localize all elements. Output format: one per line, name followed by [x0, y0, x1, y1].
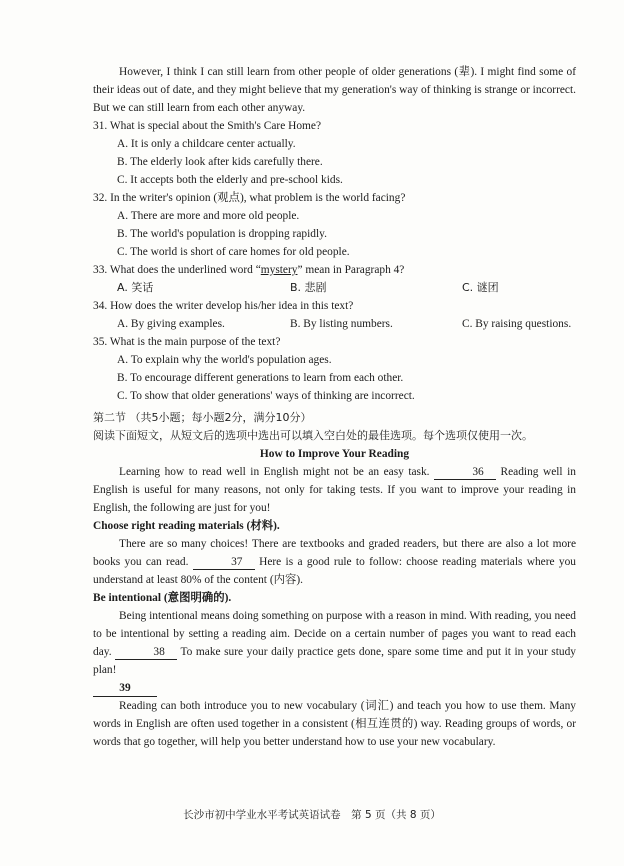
heading-blank-39-row	[93, 679, 576, 697]
section-header: 第二节 （共5小题；每小题2分，满分10分）	[93, 411, 312, 424]
option-32b: B. The world's population is dropping rapidly.	[117, 228, 327, 240]
blank-38: 38	[115, 645, 177, 660]
passage-title: How to Improve Your Reading	[259, 448, 410, 460]
paragraph-2-text-a: There are so many choices! There are textbooks and graded readers, but there are also a lot more books you can read.	[93, 538, 576, 568]
question-35: 35. What is the main purpose of the text?	[93, 336, 281, 348]
paragraph-1-text-a: Learning how to read well in English might not be an easy task.	[119, 466, 430, 478]
option-33a: A. 笑话	[117, 281, 154, 294]
question-33: 33. What does the underlined word “mystery” mean in Paragraph 4?	[93, 264, 405, 276]
passage-paragraph-4: Reading can both introduce you to new vocabulary (词汇) and teach you how to use them. Many words in English are often used together in a consistent (相互连贯的) way. Reading groups of words, or words that go together, will help you better understand how to use your new vocabulary.	[93, 700, 576, 748]
paragraph-3-text-a: Being intentional means doing something on purpose with a reason in mind. With reading, you need to be intentional by setting a reading aim. Decide on a certain number of pages you want to read each day.	[93, 610, 576, 658]
paragraph-2-text-b: Here is a good rule to follow: choose reading materials where you understand at least 80% of the content (内容).	[93, 556, 576, 586]
question-31: 31. What is special about the Smith's Care Home?	[93, 120, 322, 132]
paragraph-1-text-b: Reading well in English is useful for many reasons, not only for taking tests. If you want to improve your reading in English, the following are just for you!	[93, 466, 576, 514]
subheading-materials: Choose right reading materials (材料).	[93, 520, 280, 532]
option-35b: B. To encourage different generations to learn from each other.	[117, 372, 404, 384]
option-34a: A. By giving examples.	[117, 318, 225, 330]
question-34: 34. How does the writer develop his/her idea in this text?	[93, 300, 354, 312]
section-instruction: 阅读下面短文，从短文后的选项中选出可以填入空白处的最佳选项。每个选项仅使用一次。	[93, 429, 533, 442]
blank-37: 37	[193, 555, 255, 570]
blank-39: 39	[93, 681, 157, 697]
option-33c: C. 谜团	[462, 281, 499, 294]
option-34c: C. By raising questions.	[462, 318, 572, 330]
underlined-word: mystery	[260, 264, 298, 276]
page-content	[93, 63, 576, 751]
option-33b: B. 悲剧	[290, 281, 327, 294]
subheading-intentional: Be intentional (意图明确的).	[93, 592, 232, 604]
options-34	[93, 315, 576, 333]
options-33	[93, 279, 576, 297]
option-35a: A. To explain why the world's population ages.	[117, 354, 332, 366]
option-31a: A. It is only a childcare center actually.	[117, 138, 296, 150]
paragraph-3-text-b: To make sure your daily practice gets done, spare some time and put it in your study plan!	[93, 646, 576, 676]
option-32a: A. There are more and more old people.	[117, 210, 300, 222]
page-footer: 长沙市初中学业水平考试英语试卷 第 5 页（共 8 页）	[183, 809, 441, 821]
question-32: 32. In the writer's opinion (观点), what problem is the world facing?	[93, 192, 406, 204]
option-31c: C. It accepts both the elderly and pre-school kids.	[117, 174, 343, 186]
passage-paragraph-3	[93, 607, 576, 679]
blank-36: 36	[434, 465, 496, 480]
passage-paragraph-1	[93, 463, 576, 517]
option-32c: C. The world is short of care homes for old people.	[117, 246, 350, 258]
option-34b: B. By listing numbers.	[290, 318, 393, 330]
intro-paragraph: However, I think I can still learn from other people of older generations (辈). I might find some of their ideas out of date, and they might believe that my generation's way of thinking is strange or incorrect. But we can still learn from each other anyway.	[93, 66, 576, 114]
passage-paragraph-2	[93, 535, 576, 589]
option-31b: B. The elderly look after kids carefully there.	[117, 156, 323, 168]
option-35c: C. To show that older generations' ways of thinking are incorrect.	[117, 390, 415, 402]
